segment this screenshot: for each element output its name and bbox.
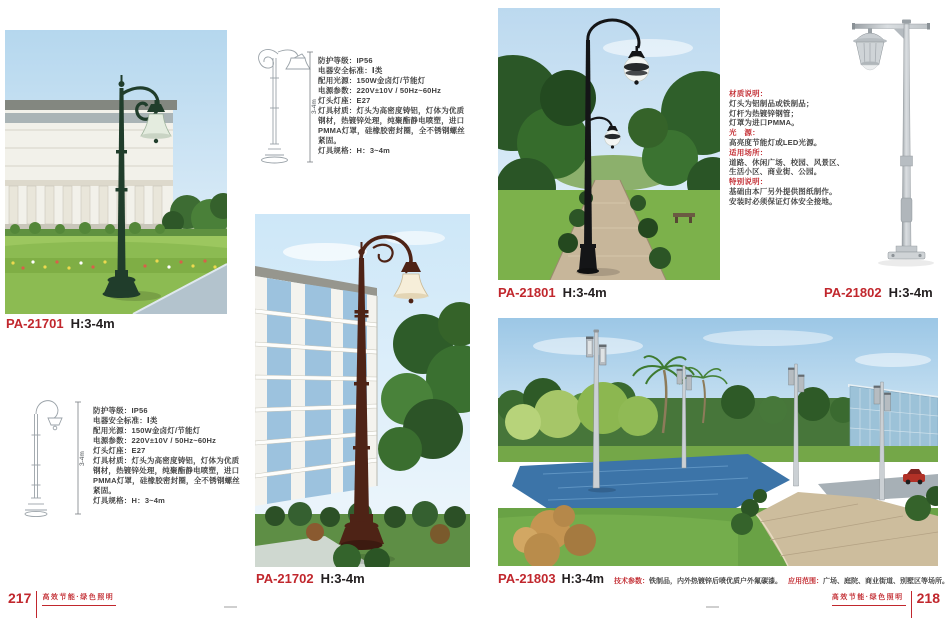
product-code: PA-21802 bbox=[824, 285, 882, 300]
spec-block-pa21702 bbox=[93, 406, 253, 506]
info-line: 灯罩为进口PMMA。 bbox=[729, 118, 799, 128]
info-line: 安装时必须保证灯体安全接地。 bbox=[729, 196, 837, 206]
spec-line: 电源参数：220V±10V / 50Hz~60Hz bbox=[318, 86, 442, 95]
product-label-pa21701 bbox=[6, 316, 115, 331]
info-heading: 适用场所： bbox=[729, 147, 768, 157]
info-line: 道路、休闲广场、校园、风景区、 bbox=[729, 157, 845, 167]
product-cutout-pa21802 bbox=[840, 8, 945, 280]
footer-slogan-left: 高效节能·绿色照明 bbox=[42, 592, 116, 606]
footer-slogan-right: 高效节能·绿色照明 bbox=[832, 592, 906, 606]
info-line: 灯杆为热镀锌钢管； bbox=[729, 108, 799, 118]
info-line: 灯头为铝制品或铁制品； bbox=[729, 98, 814, 108]
product-code: PA-21801 bbox=[498, 285, 556, 300]
page-number-right: 218 bbox=[916, 590, 940, 606]
pole-lamp bbox=[852, 20, 934, 267]
product-code: PA-21701 bbox=[6, 316, 64, 331]
info-line: 高亮度节能灯或LED光源。 bbox=[729, 137, 822, 147]
spec-line: 防护等级：IP56 bbox=[318, 56, 373, 65]
product-height: H:3-4m bbox=[888, 285, 933, 300]
spec-line: 配用光源：150W金卤灯/节能灯 bbox=[318, 76, 426, 85]
info-line: 基础由本厂另外提供图纸制作。 bbox=[729, 186, 837, 196]
application-label: 应用范围： bbox=[787, 578, 823, 585]
spec-line: 电源参数：220V±10V / 50Hz~60Hz bbox=[93, 436, 217, 445]
spec-line: 灯具材质：灯头为高密度铸铝，灯体为优质 bbox=[318, 106, 465, 115]
product-height: H:3-4m bbox=[320, 571, 365, 586]
product-photo-pa21702 bbox=[255, 214, 470, 567]
product-caption-pa21803 bbox=[498, 571, 950, 586]
page-center-mark-left bbox=[224, 606, 237, 608]
scene-pa21801 bbox=[498, 8, 720, 280]
info-heading: 光 源： bbox=[729, 128, 760, 138]
footer-left bbox=[8, 592, 116, 618]
spec-line: 电器安全标准：Ⅰ类 bbox=[318, 66, 383, 75]
spec-line: 防护等级：IP56 bbox=[93, 406, 148, 415]
dimension-label: 3-4m bbox=[79, 451, 86, 466]
spec-line: 灯具材质：灯头为高密度铸铝，灯体为优质 bbox=[93, 456, 240, 465]
scene-pa21702 bbox=[255, 214, 470, 567]
product-height: H:3-4m bbox=[70, 316, 115, 331]
spec-line: 灯具规格：H：3~4m bbox=[318, 146, 391, 155]
spec-line: 钢材，热镀锌处理，纯聚酯静电喷塑，进口 bbox=[93, 466, 240, 475]
spec-line: 电器安全标准：Ⅰ类 bbox=[93, 416, 158, 425]
info-heading: 特别说明： bbox=[729, 177, 768, 187]
application-text: 广场、庭院、商业街道、别墅区等场所。 bbox=[822, 578, 949, 585]
page-number-left: 217 bbox=[8, 590, 32, 606]
product-label-pa21802 bbox=[824, 285, 933, 300]
product-photo-pa21701 bbox=[5, 30, 227, 314]
spec-line: 紧固。 bbox=[318, 136, 342, 145]
footer-right bbox=[832, 592, 940, 618]
spec-line: 灯头灯座：E27 bbox=[93, 446, 146, 455]
spec-line: 配用光源：150W金卤灯/节能灯 bbox=[93, 426, 201, 435]
line-drawing-pa21701 bbox=[252, 38, 318, 172]
spec-line: PMMA灯罩，硅橡胶密封圈，全不锈钢螺丝 bbox=[318, 126, 465, 135]
info-line: 生活小区、商业街、公园。 bbox=[729, 167, 822, 177]
spec-line: 紧固。 bbox=[93, 486, 117, 495]
product-height: H:3-4m bbox=[561, 572, 604, 586]
spec-line: 灯具规格：H：3~4m bbox=[93, 496, 166, 505]
spec-line: PMMA灯罩，硅橡胶密封圈，全不锈钢螺丝 bbox=[93, 476, 240, 485]
product-height: H:3-4m bbox=[562, 285, 607, 300]
footer-divider bbox=[36, 591, 37, 618]
scene-pa21701 bbox=[5, 30, 227, 314]
tech-params-label: 技术参数： bbox=[613, 578, 649, 585]
product-label-pa21801 bbox=[498, 285, 607, 300]
product-code: PA-21803 bbox=[498, 571, 556, 586]
info-heading: 材质说明： bbox=[729, 89, 768, 98]
product-code: PA-21702 bbox=[256, 571, 314, 586]
line-drawing-pa21702 bbox=[12, 390, 90, 526]
dimension-label: 3-4m bbox=[311, 99, 318, 114]
spec-line: 灯头灯座：E27 bbox=[318, 96, 371, 105]
spec-block-pa21701 bbox=[318, 56, 478, 156]
footer-divider bbox=[911, 591, 912, 618]
scene-pa21803 bbox=[498, 318, 938, 566]
page-center-mark-right bbox=[706, 606, 719, 608]
product-label-pa21702 bbox=[256, 571, 365, 586]
product-photo-pa21803 bbox=[498, 318, 938, 566]
tech-params-text: 铁制品，内外热镀锌后喷优质户外氟碳漆。 bbox=[648, 578, 782, 585]
spec-line: 钢材，热镀锌处理，纯聚酯静电喷塑，进口 bbox=[318, 116, 465, 125]
product-photo-pa21801 bbox=[498, 8, 720, 280]
